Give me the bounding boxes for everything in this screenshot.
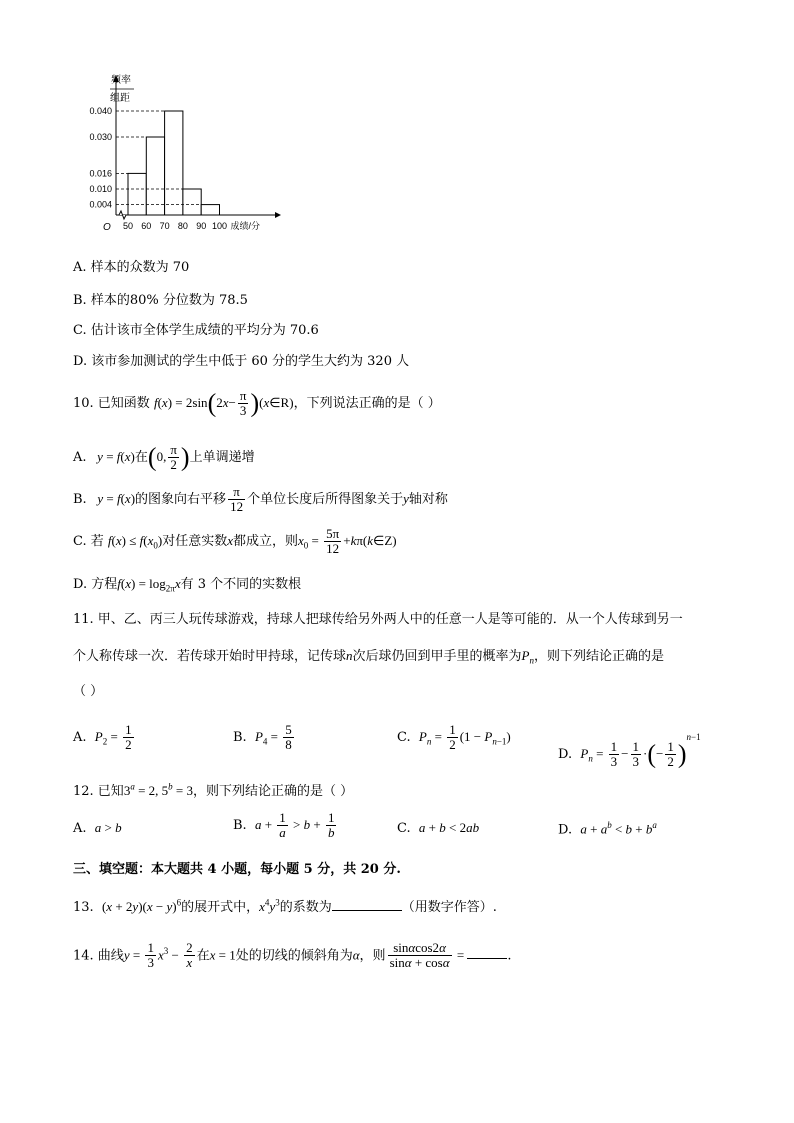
q10-c-text1: 对任意实数 — [162, 534, 228, 549]
q12-option-a: A. a > b — [73, 820, 122, 836]
q14-suffix: . — [507, 948, 512, 964]
q10-d-text1: 有 3 个不同的实数根 — [180, 577, 302, 592]
q10-a-text1: 在 — [134, 450, 148, 465]
q12-option-c: C. a + b < 2ab — [397, 820, 480, 836]
histogram-bar — [183, 189, 201, 215]
origin-label: O — [103, 222, 111, 233]
x-tick-label: 100 — [211, 221, 228, 231]
q10-option-a: A. y = f(x)在(0, $\frac{\pi}{2}$ )上单调递增 — [73, 442, 255, 472]
q12-d-label: D. — [558, 822, 573, 838]
histogram-bar — [201, 205, 219, 215]
q10-option-c: C. 若 $f(x) \le f(x_0)$对任意实数x都成立，则$x_0$ = $\frac{5\pi}{12}$ +kπ(k∈Z) — [73, 526, 397, 556]
q10-b-text1: 的图象向右平移 — [135, 492, 227, 507]
x-tick-label: 80 — [177, 221, 188, 231]
q12-stem-suffix: ，则下列结论正确的是（ ） — [193, 784, 354, 799]
y-tick-label: 0.030 — [89, 132, 112, 142]
q13-stem: 13. $(x + 2y)(x - y)^6$的展开式中，$x^4y^3$的系数为 （用数字作答）. — [73, 897, 497, 915]
q9-option-b: B. 样本的80% 分位数为 78.5 — [73, 293, 248, 308]
section-3-heading: 三、填空题：本大题共 4 小题，每小题 5 分，共 20 分. — [73, 862, 401, 877]
x-tick-label: 70 — [159, 221, 170, 231]
q9-option-a: A. 样本的众数为 70 — [73, 260, 190, 275]
q10-a-text2: 上单调递增 — [189, 450, 255, 465]
q12-c-label: C. — [397, 821, 411, 836]
q9-option-d: D. 该市参加测试的学生中低于 60 分的学生大约为 320 人 — [73, 354, 410, 369]
q11-line2-a: 个人称传球一次．若传球开始时甲持球，记传球 — [73, 649, 347, 664]
x-axis-label: 成绩/分 — [230, 221, 261, 231]
q13-prefix: 13. — [73, 900, 94, 915]
q11-option-a: A. $P_2$ = $\frac{1}{2}$ — [73, 722, 132, 752]
y-tick-label: 0.010 — [89, 184, 112, 194]
histogram-bar — [165, 111, 183, 215]
q12-a-label: A. — [73, 821, 87, 836]
q13-suffix: （用数字作答）. — [401, 900, 497, 915]
q11-d-label: D. — [558, 747, 573, 762]
q11-line2-b: 次后球仍回到甲手里的概率为 — [352, 649, 522, 664]
q11-stem-line1: 11. 甲、乙、丙三人玩传球游戏，持球人把球传给另外两人中的任意一人是等可能的．从一个人传球到另一 — [73, 612, 683, 627]
q10-b-text3: 轴对称 — [408, 492, 448, 507]
q10-stem: 10. 已知函数 f(x) = 2sin(2x− $\frac{\pi}{3}$ )(x∈R)，下列说法正确的是（ ） — [73, 388, 441, 418]
q11-stem-line3: （ ） — [73, 684, 104, 699]
q11-option-c: C. $P_n$ = $\frac{1}{2}$ $(1 - P_{n-1})$ — [397, 722, 511, 752]
x-axis-arrow — [275, 212, 281, 218]
x-tick-label: 90 — [196, 221, 207, 231]
q11-option-d: D. $P_n$ = $\frac{1}{3}$ − $\frac{1}{3}$ ·(− $\frac{1}{2}$ )$^{n-1}$ — [558, 732, 701, 769]
q11-option-b: B. $P_4$ = $\frac{5}{8}$ — [233, 722, 292, 752]
q10-c-text2: 都成立，则 — [233, 534, 299, 549]
q9-option-c: C. 估计该市全体学生成绩的平均分为 70.6 — [73, 323, 319, 338]
q11-b-label: B. — [233, 730, 247, 745]
q14-prefix: 14. 曲线 — [73, 948, 124, 964]
q12-stem-prefix: 12. 已知 — [73, 784, 124, 799]
q14-mid3: ，则 — [359, 948, 386, 964]
q11-line2-c: ，则下列结论正确的是 — [533, 649, 664, 664]
q13-mid: 的展开式中， — [181, 900, 260, 915]
q14-mid2: 处的切线的倾斜角为 — [235, 948, 353, 964]
histogram-bar — [146, 137, 164, 215]
y-tick-label: 0.040 — [89, 106, 112, 116]
x-tick-label: 50 — [122, 221, 134, 231]
q14-answer-blank[interactable] — [467, 958, 507, 959]
q10-b-prefix: B. — [73, 492, 87, 507]
q11-stem-line2: 个人称传球一次．若传球开始时甲持球，记传球n次后球仍回到甲手里的概率为$P_n$，则下列结论正确的是 — [73, 648, 664, 666]
hist-ylabel-top: 频率 — [111, 75, 131, 86]
hist-ylabel-bottom: 组距 — [110, 93, 130, 104]
q13-mid2: 的系数为 — [279, 900, 332, 915]
q11-a-label: A. — [73, 730, 87, 745]
q12-option-b: B. a + $\frac{1}{a}$ > b + $\frac{1}{b}$ — [233, 810, 335, 840]
q14-stem: 14. 曲线y = $\frac{1}{3}$ $x^3$ − $\frac{2}{x}$ 在x = 1处的切线的倾斜角为α，则 $\frac{\sin\alpha\cos 2\alpha}{\sin\alpha + \cos\alpha}$ = . — [73, 940, 512, 971]
frequency-histogram — [70, 66, 300, 238]
axis-break-mark — [119, 211, 126, 219]
histogram-bar — [128, 173, 146, 215]
q13-answer-blank[interactable] — [332, 910, 402, 911]
q10-b-text2: 个单位长度后所得图象关于 — [247, 492, 404, 507]
q12-stem: 12. 已知$3^a = 2$, $5^b = 3$，则下列结论正确的是（ ） — [73, 781, 354, 799]
q11-c-label: C. — [397, 730, 411, 745]
q10-stem-suffix: ，下列说法正确的是（ ） — [293, 396, 441, 411]
y-tick-label: 0.004 — [89, 199, 112, 210]
q12-b-label: B. — [233, 818, 247, 833]
y-tick-label: 0.016 — [89, 168, 112, 179]
q10-c-prefix: C. 若 — [73, 534, 104, 549]
q10-d-prefix: D. 方程 — [73, 577, 118, 592]
q10-option-b: B. y = f(x)的图象向右平移 $\frac{\pi}{12}$ 个单位长度后所得图象关于y轴对称 — [73, 484, 448, 514]
q14-mid: 在 — [196, 948, 210, 964]
x-tick-label: 60 — [141, 221, 152, 231]
q10-a-prefix: A. — [73, 450, 87, 465]
q10-stem-prefix: 10. 已知函数 — [73, 396, 150, 411]
q10-option-d: D. 方程$f(x) = \log_{2\pi}x$有 3 个不同的实数根 — [73, 576, 302, 594]
q12-option-d: D. $a + a^b < b + b^a$ — [558, 820, 657, 838]
